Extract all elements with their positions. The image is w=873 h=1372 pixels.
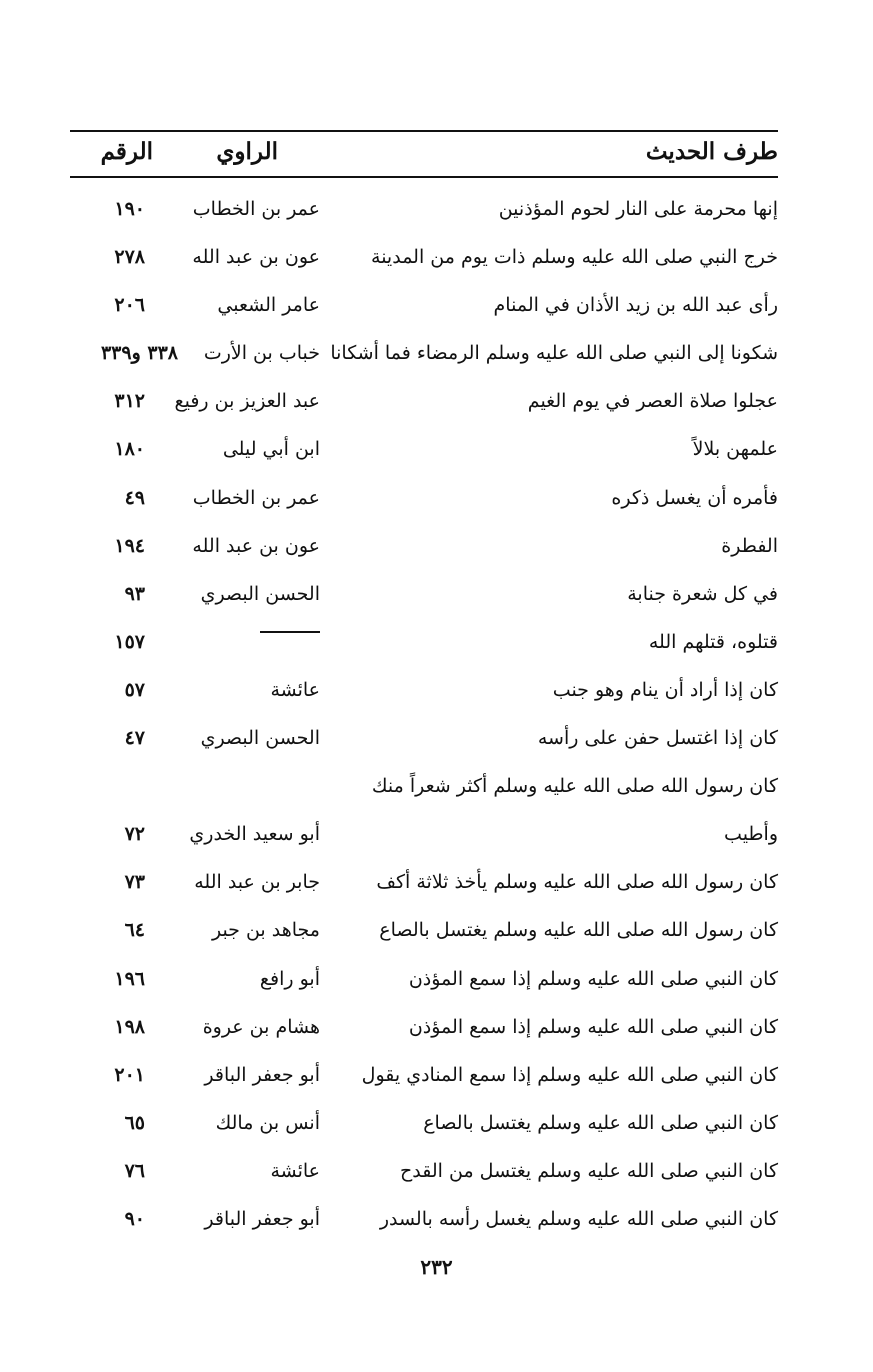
narrator-name: أبو جعفر الباقر <box>204 1063 320 1086</box>
hadith-number: ٦٤ <box>124 919 145 942</box>
table-row <box>70 1008 778 1056</box>
narrator-name: عمر بن الخطاب <box>192 198 320 220</box>
hadith-text: عجلوا صلاة العصر في يوم الغيم <box>527 390 778 413</box>
hadith-text: كان النبي صلى الله عليه وسلم إذا سمع المؤذن <box>408 1015 778 1038</box>
narrator-name: عبد العزيز بن رفيع <box>174 390 320 413</box>
narrator-name: عائشة <box>270 678 320 701</box>
narrator-name: عمر بن الخطاب <box>192 486 320 509</box>
hadith-number: ٧٣ <box>124 871 145 894</box>
index-table <box>70 190 778 1248</box>
hadith-number: ٧٢ <box>124 823 145 846</box>
narrator-name: أبو رافع <box>259 967 320 990</box>
hadith-text: كان إذا أراد أن ينام وهو جنب <box>552 678 778 701</box>
table-row <box>70 575 778 623</box>
hadith-number: ١٥٧ <box>114 630 145 653</box>
narrator-name: جابر بن عبد الله <box>194 871 320 894</box>
narrator-name: الحسن البصري <box>200 582 320 605</box>
hadith-text: الفطرة <box>721 534 778 557</box>
hadith-text: كان رسول الله صلى الله عليه وسلم يأخذ ثلاثة أكف <box>376 871 778 894</box>
hadith-text: كان إذا اغتسل حفن على رأسه <box>537 727 778 750</box>
table-header <box>70 138 778 174</box>
hadith-number: ٩٠ <box>124 1207 145 1230</box>
table-row <box>70 815 778 863</box>
table-row <box>70 1200 778 1248</box>
narrator-name: مجاهد بن جبر <box>211 919 320 942</box>
hadith-text: كان رسول الله صلى الله عليه وسلم أكثر شعراً منك <box>371 775 778 798</box>
hadith-number: ٩٣ <box>124 582 145 605</box>
narrator-name: أنس بن مالك <box>215 1111 320 1134</box>
header-hadith: طرف الحديث <box>645 138 778 165</box>
hadith-text: علمهن بلالاً <box>692 438 778 461</box>
hadith-text: خرج النبي صلى الله عليه وسلم ذات يوم من المدينة <box>371 246 778 269</box>
hadith-text: كان النبي صلى الله عليه وسلم يغسل رأسه بالسدر <box>379 1207 778 1230</box>
hadith-text: إنها محرمة على النار لحوم المؤذنين <box>498 198 778 220</box>
table-row <box>70 911 778 959</box>
narrator-name: هشام بن عروة <box>202 1015 320 1038</box>
header-number: الرقم <box>100 138 153 165</box>
header-bottom-rule <box>70 176 778 178</box>
hadith-number: ١٩٤ <box>114 534 145 557</box>
hadith-number: ٢٧٨ <box>114 246 145 269</box>
hadith-text: في كل شعرة جنابة <box>627 582 778 605</box>
hadith-number: ٤٧ <box>124 727 145 750</box>
hadith-number: ١٨٠ <box>114 438 145 461</box>
hadith-text: رأى عبد الله بن زيد الأذان في المنام <box>493 294 778 317</box>
hadith-number: ٢٠٦ <box>114 294 145 317</box>
hadith-number: ٦٥ <box>124 1111 145 1134</box>
narrator-name: أبو جعفر الباقر <box>204 1207 320 1230</box>
hadith-text: شكونا إلى النبي صلى الله عليه وسلم الرمضاء فما أشكانا <box>330 342 778 365</box>
table-row <box>70 719 778 767</box>
narrator-name: الحسن البصري <box>200 727 320 750</box>
hadith-number: ٥٧ <box>124 678 145 701</box>
narrator-name: خباب بن الأرت <box>203 342 320 365</box>
table-row <box>70 382 778 430</box>
narrator-name: عون بن عبد الله <box>192 534 320 557</box>
hadith-text: وأطيب <box>724 823 778 846</box>
hadith-number: ٣٣٨ و٣٣٩ <box>100 342 178 365</box>
hadith-text: كان النبي صلى الله عليه وسلم يغتسل بالصاع <box>423 1111 778 1134</box>
hadith-number: ١٩٨ <box>114 1015 145 1038</box>
table-row <box>70 1152 778 1200</box>
table-row <box>70 863 778 911</box>
narrator-name: عائشة <box>270 1159 320 1182</box>
table-row <box>70 479 778 527</box>
hadith-number: ٤٩ <box>124 486 145 509</box>
header-top-rule <box>70 130 778 132</box>
hadith-number: ٢٠١ <box>114 1063 145 1086</box>
table-row <box>70 623 778 671</box>
narrator-dash <box>260 631 320 633</box>
hadith-number: ٧٦ <box>124 1159 145 1182</box>
table-row <box>70 1104 778 1152</box>
hadith-text: كان النبي صلى الله عليه وسلم إذا سمع المنادي يقول <box>361 1063 778 1086</box>
page-number: ٢٣٢ <box>420 1255 453 1279</box>
hadith-number: ١٩٠ <box>114 198 145 220</box>
table-row <box>70 527 778 575</box>
hadith-number: ١٩٦ <box>114 967 145 990</box>
hadith-text: قتلوه، قتلهم الله <box>648 630 778 653</box>
hadith-text: كان النبي صلى الله عليه وسلم إذا سمع المؤذن <box>408 967 778 990</box>
hadith-text: فأمره أن يغسل ذكره <box>611 486 778 509</box>
narrator-name: أبو سعيد الخدري <box>189 823 320 846</box>
table-row <box>70 238 778 286</box>
table-row <box>70 286 778 334</box>
hadith-text: كان رسول الله صلى الله عليه وسلم يغتسل بالصاع <box>379 919 778 942</box>
hadith-text: كان النبي صلى الله عليه وسلم يغتسل من القدح <box>400 1159 778 1182</box>
table-row <box>70 334 778 382</box>
narrator-name: عامر الشعبي <box>217 294 320 317</box>
hadith-number: ٣١٢ <box>114 390 145 413</box>
narrator-name: ابن أبي ليلى <box>222 438 320 461</box>
table-row <box>70 430 778 478</box>
table-row <box>70 671 778 719</box>
table-row <box>70 190 778 238</box>
narrator-name: عون بن عبد الله <box>192 246 320 269</box>
header-narrator: الراوي <box>216 138 278 165</box>
table-row <box>70 1056 778 1104</box>
table-row <box>70 960 778 1008</box>
table-row <box>70 767 778 815</box>
